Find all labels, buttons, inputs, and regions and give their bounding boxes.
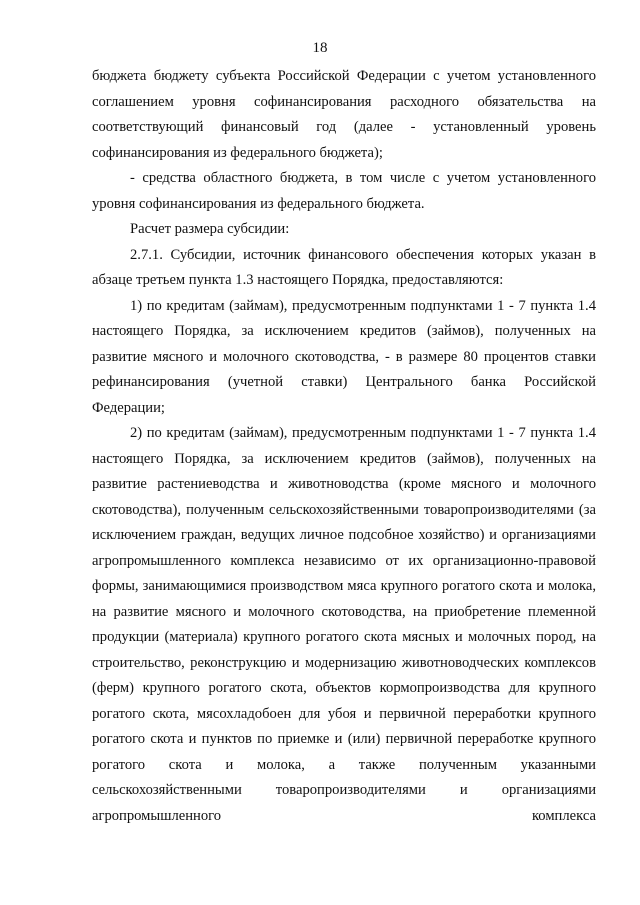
page-number: 18 — [312, 40, 328, 56]
paragraph-regional-budget: - средства областного бюджета, в том числе с учетом установленного уровня софинансирования из федерального бюджета. — [92, 170, 596, 212]
paragraph-item-1: 1) по кредитам (займам), предусмотренным подпунктами 1 - 7 пункта 1.4 настоящего Порядка, за исключением кредитов (займов), полученных на развитие мясного и молочного скотоводства, - в размере 80 процентов ставки рефинансирования (учетной ставки) Центрального банка Российской Федерации; — [92, 297, 596, 416]
paragraph-item-2: 2) по кредитам (займам), предусмотренным подпунктами 1 - 7 пункта 1.4 настоящего Порядка, за исключением кредитов (займов), полученных на развитие растениеводства и животноводства (кроме мясного и молочного скотоводства), полученным сельскохозяйственными товаропроизводителями (за исключением граждан, ведущих личное подсобное хозяйство) и организациями агропромышленного комплекса независимо от их организационно-правовой формы, занимающимися производством мяса крупного рогатого скота и молока, на развитие мясного и молочного скотоводства, на приобретение племенной продукции (материала) крупного рогатого скота мясных и молочных пород, на строительство, реконструкцию и модернизацию животноводческих комплексов (ферм) крупного рогатого скота, объектов кормопроизводства для крупного рогатого скота, мясохладобоен для убоя и первичной переработки крупного рогатого скота и пунктов по приемке и (или) первичной переработке крупного рогатого скота и молока, а также полученным указанными сельскохозяйственными товаропроизводителями и организациями агропромышленного комплекса — [92, 425, 596, 824]
document-body — [92, 64, 596, 829]
paragraph-budget-cofinancing: бюджета бюджету субъекта Российской Федерации с учетом установленного соглашением уровня софинансирования расходного обязательства на соответствующий финансовый год (далее - установленный уровень софинансирования из федерального бюджета); — [92, 68, 596, 161]
paragraph-clause-2-7-1: 2.7.1. Субсидии, источник финансового обеспечения которых указан в абзаце третьем пункта 1.3 настоящего Порядка, предоставляются: — [92, 246, 596, 288]
paragraph-subsidy-calculation-heading: Расчет размера субсидии: — [130, 221, 290, 237]
